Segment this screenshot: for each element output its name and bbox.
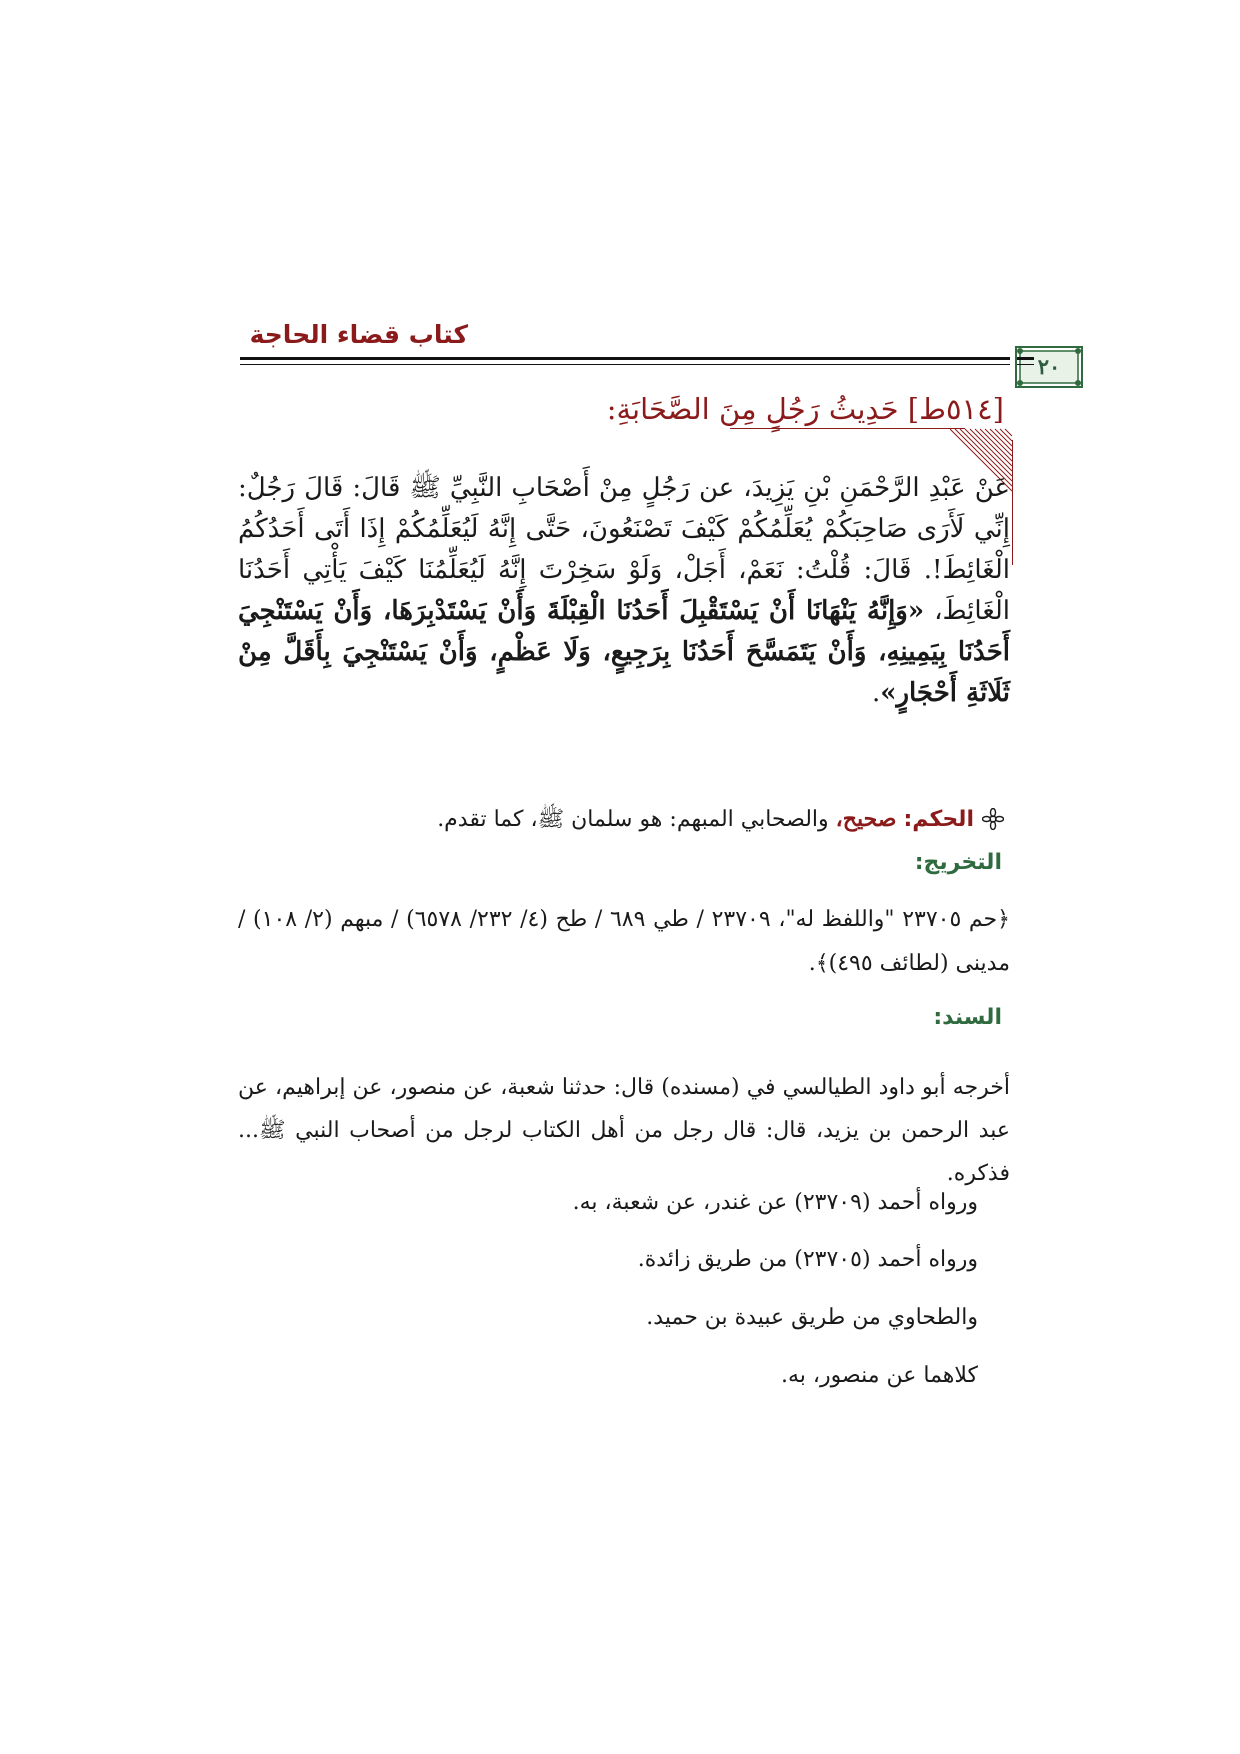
sanad-heading: السند: bbox=[933, 1005, 1002, 1030]
page-number-badge bbox=[1015, 346, 1083, 388]
takhrij-text: ﴿حم ٢٣٧٠٥ "واللفظ له"، ٢٣٧٠٩ / طي ٦٨٩ / طح (٤/ ٢٣٢/ ٦٥٧٨) / مبهم (٢/ ١٠٨) / مدينى (لطائف ٤٩٥)﴾. bbox=[238, 907, 1011, 976]
header-rule-right bbox=[1017, 357, 1034, 360]
ruling-grade: صحيح، bbox=[835, 806, 897, 832]
header-rule bbox=[240, 346, 1061, 388]
ruling-line bbox=[437, 805, 1004, 837]
page-number: ٢٠ bbox=[1037, 354, 1061, 379]
frame-top-line bbox=[730, 428, 965, 429]
hadith-narration: عَنْ عَبْدِ الرَّحْمَنِ بْنِ يَزِيدَ، عن رَجُلٍ مِنْ أَصْحَابِ النَّبِيِّ ﷺ قَالَ: قَالَ رَجُلٌ: إِنِّي لَأَرَى صَاحِبَكُمْ يُعَلِّمُكُمْ كَيْفَ تَصْنَعُونَ، حَتَّى إِنَّهُ لَيُعَلِّمُكُمْ إِذَا أَتَى أَحَدُكُمُ الْغَائِطَ!. قَالَ: قُلْتُ: نَعَمْ، أَجَلْ، وَلَوْ سَخِرْتَ إِنَّهُ لَيُعَلِّمُنَا كَيْفَ يَأْتِي أَحَدُنَا الْغَائِطَ، bbox=[238, 473, 1011, 626]
book-title: كتاب قضاء الحاجة bbox=[249, 320, 468, 349]
hadith-text bbox=[238, 468, 1010, 714]
sanad-line: ورواه أحمد (٢٣٧٠٥) من طريق زائدة. bbox=[637, 1247, 978, 1272]
sanad-line: ورواه أحمد (٢٣٧٠٩) عن غندر، عن شعبة، به. bbox=[572, 1190, 978, 1215]
hadith-heading: [٥١٤ط] حَدِيثُ رَجُلٍ مِنَ الصَّحَابَةِ: bbox=[606, 392, 1004, 426]
takhrij-heading: التخريج: bbox=[914, 850, 1002, 875]
hadith-prophetic-words: «وَإِنَّهُ يَنْهَانَا أَنْ يَسْتَقْبِلَ أَحَدُنَا الْقِبْلَةَ وَأَنْ يَسْتَدْبِرَهَا، وَأَنْ يَسْتَنْجِيَ أَحَدُنَا بِيَمِينِهِ، وَأَنْ يَتَمَسَّحَ أَحَدُنَا بِرَجِيعٍ، وَلَا عَظْمٍ، وَأَنْ يَسْتَنْجِيَ بِأَقَلَّ مِنْ ثَلَاثَةِ أَحْجَارٍ» bbox=[238, 596, 1010, 708]
ruling-text: والصحابي المبهم: هو سلمان ﷺ، كما تقدم. bbox=[437, 807, 829, 832]
ruling-label: الحكم: bbox=[903, 807, 974, 832]
hadith-end: . bbox=[871, 678, 881, 708]
sanad-line: كلاهما عن منصور، به. bbox=[781, 1363, 978, 1388]
flower-ornament-icon bbox=[982, 808, 1004, 830]
sanad-line: والطحاوي من طريق عبيدة بن حميد. bbox=[646, 1305, 978, 1330]
sanad-paragraph: أخرجه أبو داود الطيالسي في (مسنده) قال: حدثنا شعبة، عن منصور، عن إبراهيم، عن عبد الرحمن بن يزيد، قال: قال رجل من أهل الكتاب لرجل من أصحاب النبي ﷺ... فذكره. bbox=[238, 1075, 1010, 1186]
